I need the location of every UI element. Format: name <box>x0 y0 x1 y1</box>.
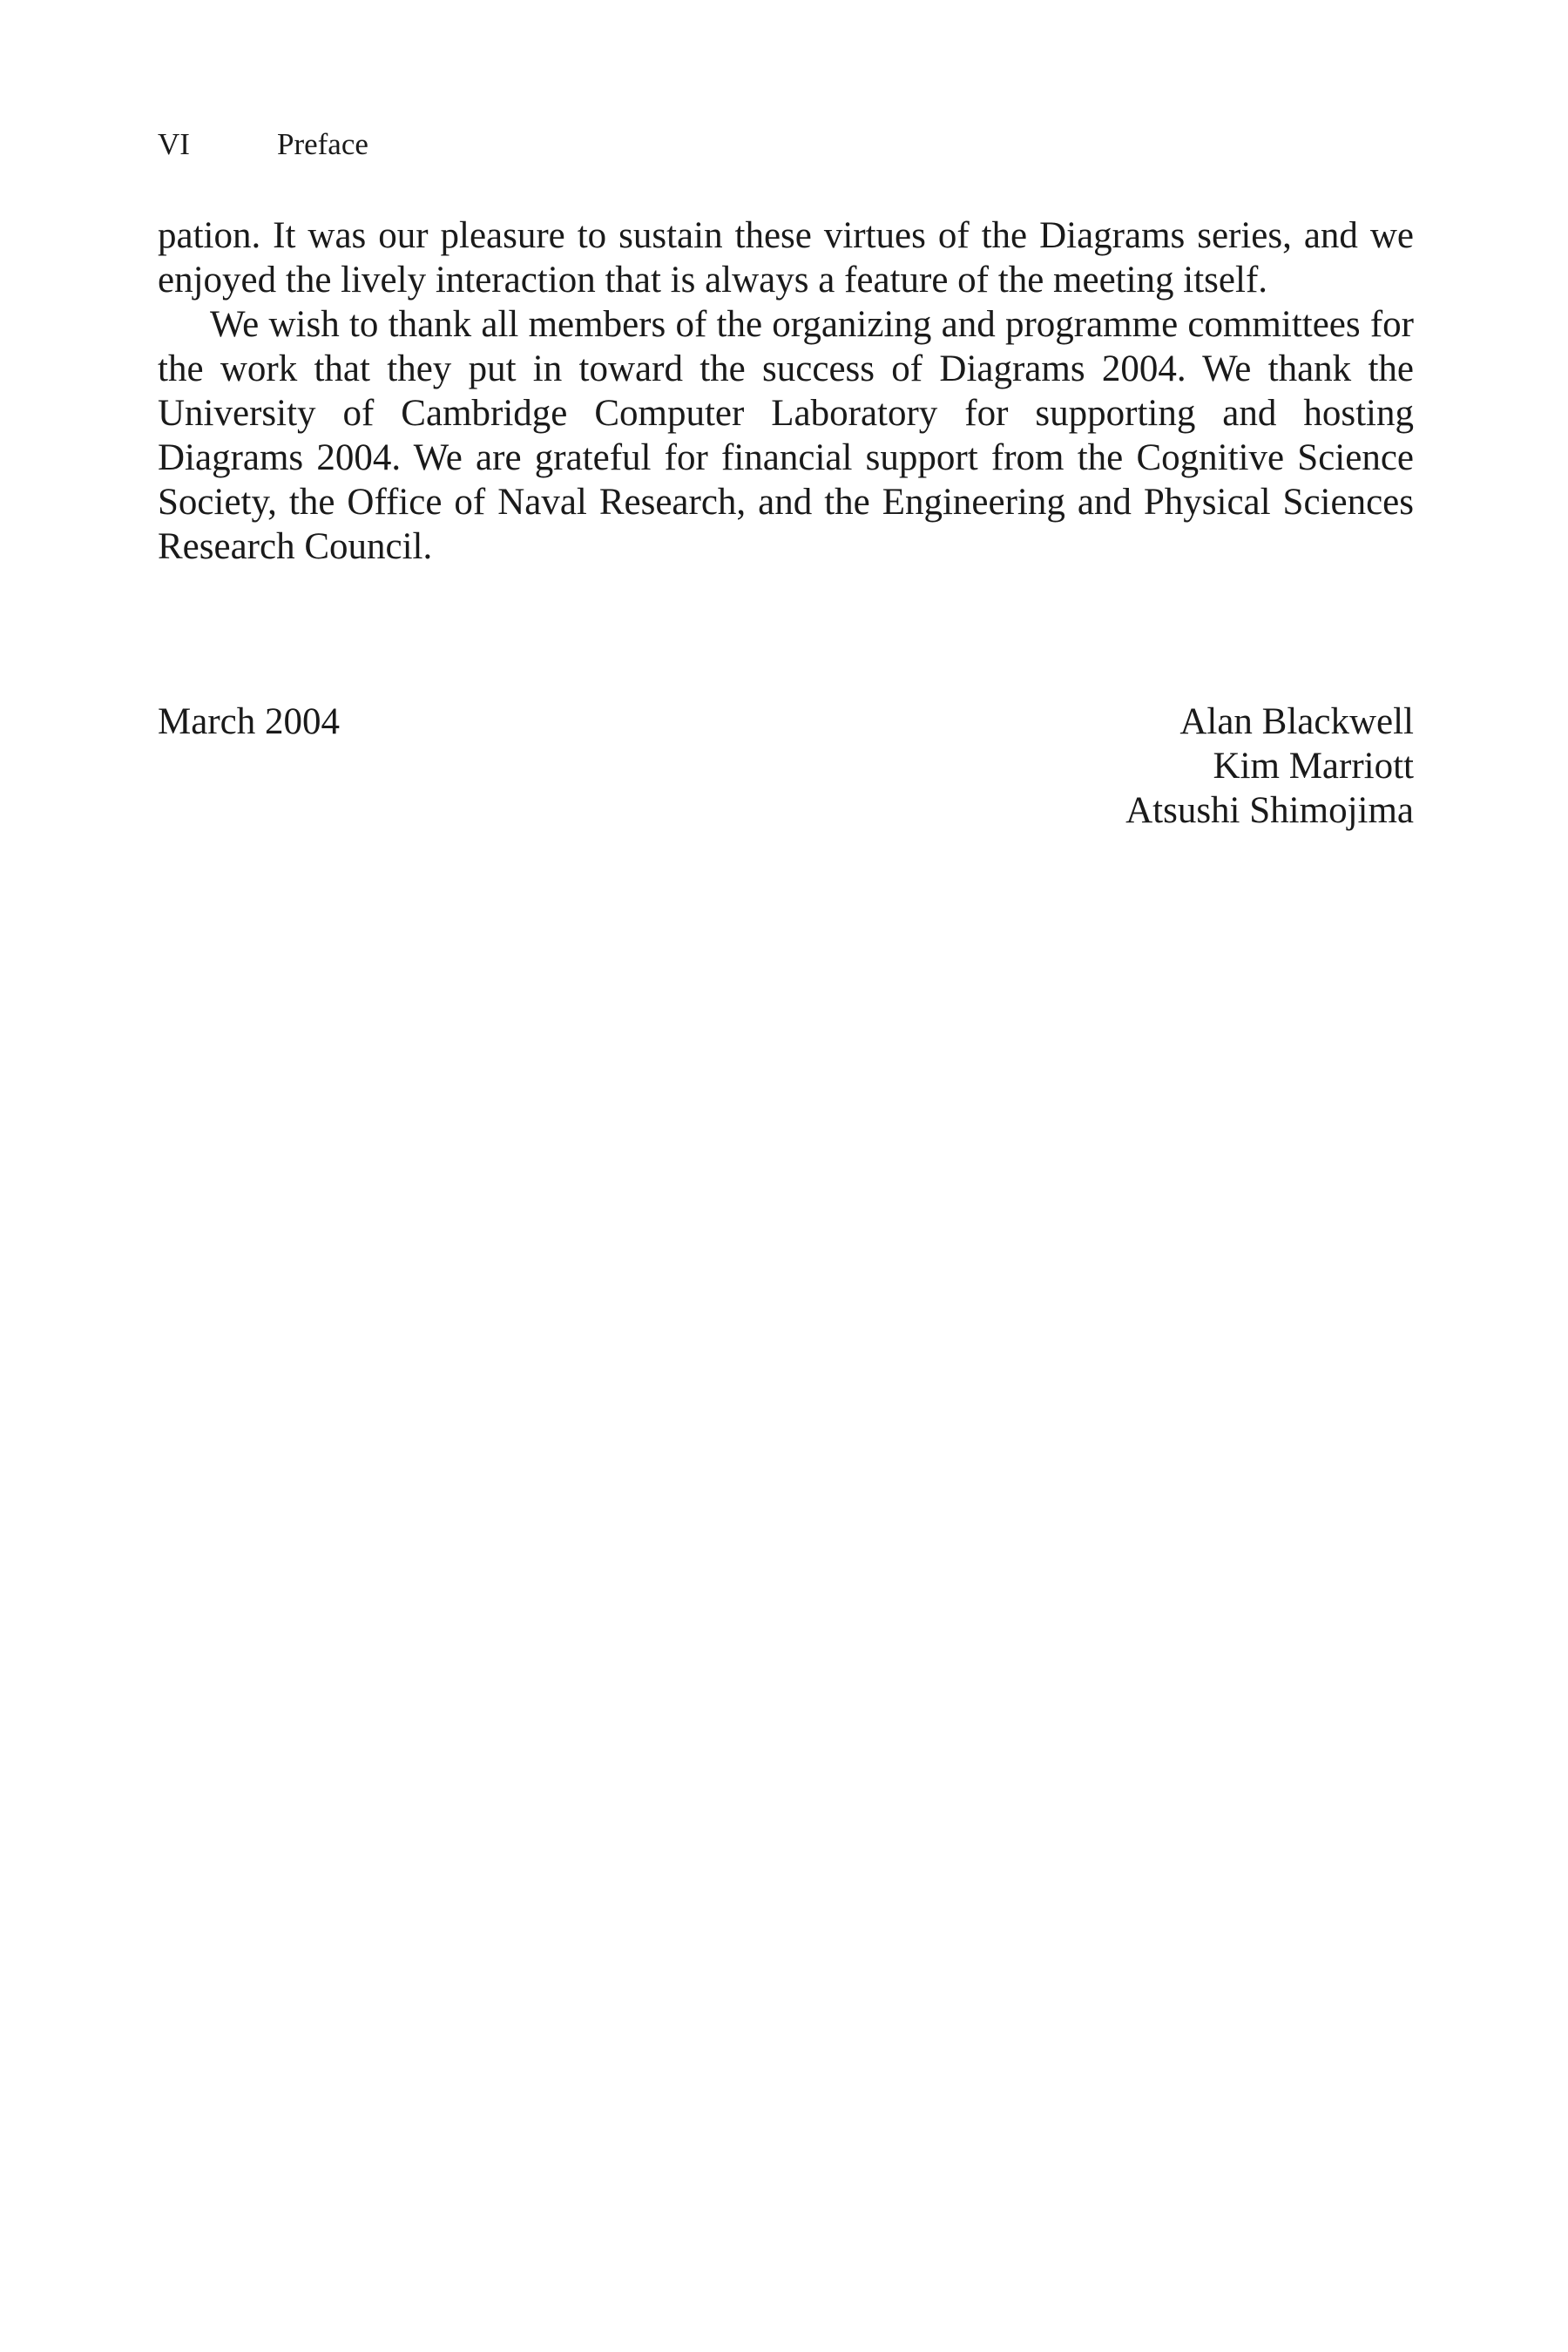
page-number: VI <box>158 127 190 161</box>
signoff-date: March 2004 <box>158 701 340 742</box>
author-name: Atsushi Shimojima <box>1125 790 1414 831</box>
author-name: Alan Blackwell <box>1179 701 1414 742</box>
author-list <box>1125 700 1414 833</box>
section-title: Preface <box>277 127 368 161</box>
paragraph-acknowledgements: We wish to thank all members of the organizing and programme committees for the work that they put in toward the success of Diagrams 2004. We thank the University of Cambridge Computer Laboratory for supporting and hosting Diagrams 2004. We are grateful for financial support from the Cognitive Science Society, the Office of Naval Research, and the Engineering and Physical Sciences Research Council. <box>158 304 1414 567</box>
paragraph-continuation: pation. It was our pleasure to sustain these virtues of the Diagrams series, and we enjoyed the lively interaction that is always a feature of the meeting itself. <box>158 215 1414 301</box>
running-header <box>158 125 368 164</box>
body-text <box>158 213 1414 569</box>
author-name: Kim Marriott <box>1213 746 1414 787</box>
